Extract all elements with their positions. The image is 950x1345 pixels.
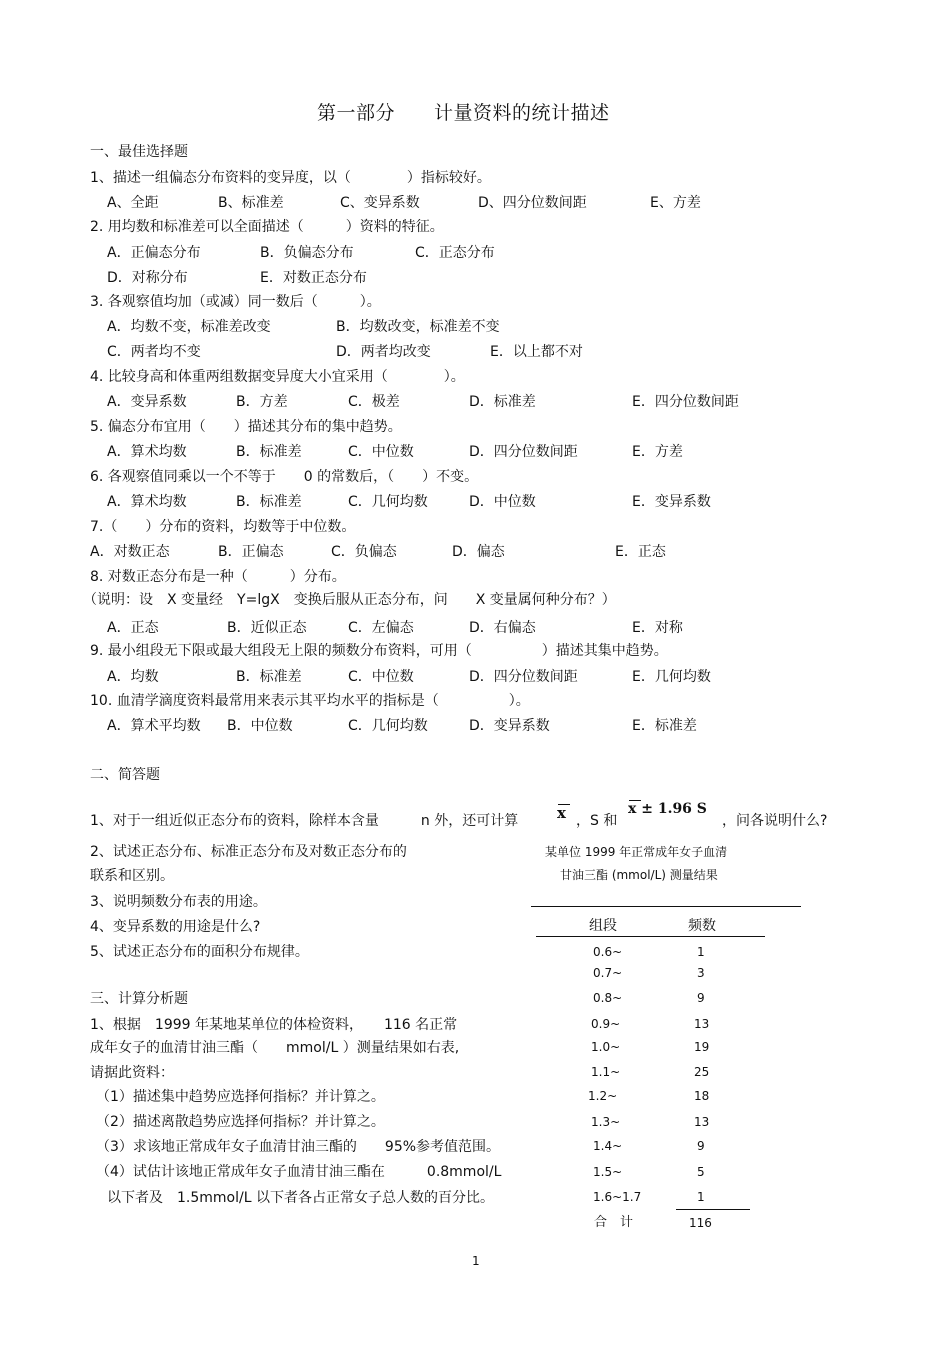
table-row-group: 1.2~ <box>588 1089 618 1103</box>
option: D、四分位数间距 <box>478 195 587 211</box>
table-row-freq: 3 <box>697 966 705 980</box>
table-caption: 某单位 1999 年正常成年女子血清 <box>545 845 728 859</box>
option: D．变异系数 <box>469 718 550 734</box>
calc-line: （3）求该地正常成年女子血清甘油三酯的 95%参考值范围。 <box>96 1139 501 1155</box>
option: B．标准差 <box>236 444 302 460</box>
question-3: 3. 各观察值均加（或减）同一数后（ ）。 <box>90 294 381 310</box>
short-question-3: 3、说明频数分布表的用途。 <box>90 894 267 910</box>
option: E．对称 <box>632 620 683 636</box>
table-row-group: 1.1~ <box>591 1065 621 1079</box>
calc-line: （1）描述集中趋势应选择何指标？并计算之。 <box>96 1089 385 1105</box>
section-heading-choice: 一、最佳选择题 <box>90 144 188 160</box>
table-row-group: 0.7~ <box>593 966 623 980</box>
calc-line: （4）试估计该地正常成年女子血清甘油三酯在 0.8mmol/L <box>96 1164 502 1180</box>
table-header-group: 组段 <box>589 918 617 934</box>
option: B．中位数 <box>227 718 293 734</box>
question-8: 8. 对数正态分布是一种（ ）分布。 <box>90 569 346 585</box>
option: E．方差 <box>632 444 683 460</box>
option: A．对数正态 <box>90 544 170 560</box>
question-7: 7.（ ）分布的资料，均数等于中位数。 <box>90 519 356 535</box>
option: A．均数不变，标准差改变 <box>107 319 271 335</box>
option: A．算术均数 <box>107 494 187 510</box>
option: E、方差 <box>650 195 701 211</box>
question-2: 2. 用均数和标准差可以全面描述（ ）资料的特征。 <box>90 219 444 235</box>
option: B、标准差 <box>218 195 284 211</box>
option: A、全距 <box>107 195 159 211</box>
table-row-freq: 13 <box>694 1115 710 1129</box>
short-question-1-mid: ，S 和 <box>576 813 618 829</box>
table-row-freq: 25 <box>694 1065 710 1079</box>
option: C．几何均数 <box>348 718 428 734</box>
page-number: 1 <box>472 1254 480 1268</box>
table-row-group: 1.0~ <box>591 1040 621 1054</box>
option: E．几何均数 <box>632 669 711 685</box>
section-heading-short-answer: 二、简答题 <box>90 767 160 783</box>
short-question-1: 1、对于一组近似正态分布的资料，除样本含量 n 外，还可计算 <box>90 813 519 829</box>
option: C．几何均数 <box>348 494 428 510</box>
option: D．中位数 <box>469 494 536 510</box>
short-question-5: 5、试述正态分布的面积分布规律。 <box>90 944 309 960</box>
question-10: 10. 血清学滴度资料最常用来表示其平均水平的指标是（ ）。 <box>90 693 530 709</box>
option: D．偏态 <box>452 544 505 560</box>
table-row-group: 0.8~ <box>593 991 623 1005</box>
option: C．极差 <box>348 394 400 410</box>
option: B．标准差 <box>236 669 302 685</box>
option: B．正偏态 <box>218 544 284 560</box>
x-bar-symbol: x <box>557 804 570 821</box>
option: D．对称分布 <box>107 270 188 286</box>
option: B．近似正态 <box>227 620 307 636</box>
short-question-2: 2、试述正态分布、标准正态分布及对数正态分布的 <box>90 844 407 860</box>
table-row-freq: 1 <box>697 1190 705 1204</box>
table-row-group: 1.6~1.7 <box>593 1190 642 1204</box>
question-1: 1、描述一组偏态分布资料的变异度，以（ ）指标较好。 <box>90 170 491 186</box>
option: B．标准差 <box>236 494 302 510</box>
option: E．四分位数间距 <box>632 394 739 410</box>
table-total-value: 116 <box>689 1216 712 1230</box>
table-header-rule <box>536 936 765 937</box>
option: C．中位数 <box>348 444 414 460</box>
calc-line: 成年女子的血清甘油三酯（ mmol/L ）测量结果如右表, <box>90 1040 460 1056</box>
table-total-label: 合 计 <box>594 1215 634 1230</box>
question-6: 6. 各观察值同乘以一个不等于 0 的常数后，（ ）不变。 <box>90 469 479 485</box>
table-row-freq: 9 <box>697 1139 705 1153</box>
option: A．正态 <box>107 620 159 636</box>
option: B．方差 <box>236 394 288 410</box>
question-8-note: （说明：设 X 变量经 Y=lgX 变换后服从正态分布，问 X 变量属何种分布？） <box>83 592 616 608</box>
option: A．均数 <box>107 669 159 685</box>
calc-line: 请据此资料： <box>90 1065 174 1081</box>
table-top-rule <box>531 906 801 907</box>
option: E．变异系数 <box>632 494 711 510</box>
calc-line: （2）描述离散趋势应选择何指标？并计算之。 <box>96 1114 385 1130</box>
option: D．右偏态 <box>469 620 536 636</box>
table-row-freq: 5 <box>697 1165 705 1179</box>
option: C．两者均不变 <box>107 344 201 360</box>
option: B．负偏态分布 <box>260 245 354 261</box>
table-caption: 甘油三酯 (mmol/L) 测量结果 <box>560 868 718 882</box>
option: D．标准差 <box>469 394 536 410</box>
calc-line: 以下者及 1.5mmol/L 以下者各占正常女子总人数的百分比。 <box>107 1190 494 1206</box>
option: D．两者均改变 <box>336 344 431 360</box>
table-row-group: 1.5~ <box>593 1165 623 1179</box>
calc-line: 1、根据 1999 年某地某单位的体检资料， 116 名正常 <box>90 1017 458 1033</box>
option: C．左偏态 <box>348 620 414 636</box>
option: E．以上都不对 <box>490 344 583 360</box>
table-sum-rule <box>676 1209 750 1210</box>
option: A．算术平均数 <box>107 718 201 734</box>
short-question-1-end: ，问各说明什么? <box>722 813 828 829</box>
option: D．四分位数间距 <box>469 444 578 460</box>
option: A．算术均数 <box>107 444 187 460</box>
table-row-freq: 18 <box>694 1089 710 1103</box>
section-heading-calculation: 三、计算分析题 <box>90 991 188 1007</box>
option: B．均数改变，标准差不变 <box>336 319 500 335</box>
table-row-freq: 19 <box>694 1040 710 1054</box>
option: C、变异系数 <box>340 195 420 211</box>
table-row-group: 1.3~ <box>591 1115 621 1129</box>
question-9: 9. 最小组段无下限或最大组段无上限的频数分布资料，可用（ ）描述其集中趋势。 <box>90 643 668 659</box>
option: E．对数正态分布 <box>260 270 367 286</box>
option: E．标准差 <box>632 718 697 734</box>
table-row-group: 0.6~ <box>593 945 623 959</box>
table-row-group: 1.4~ <box>593 1139 623 1153</box>
x-bar-formula: x ± 1.96 S <box>628 801 707 817</box>
option: E．正态 <box>615 544 666 560</box>
table-header-freq: 频数 <box>688 918 716 934</box>
short-question-2-cont: 联系和区别。 <box>90 868 174 884</box>
table-row-freq: 13 <box>694 1017 710 1031</box>
table-row-freq: 1 <box>697 945 705 959</box>
table-row-freq: 9 <box>697 991 705 1005</box>
page-title: 第一部分 计量资料的统计描述 <box>317 102 610 124</box>
option: C．负偏态 <box>331 544 397 560</box>
short-question-4: 4、变异系数的用途是什么? <box>90 919 261 935</box>
question-4: 4. 比较身高和体重两组数据变异度大小宜采用（ ）。 <box>90 369 465 385</box>
table-row-group: 0.9~ <box>591 1017 621 1031</box>
option: A．变异系数 <box>107 394 187 410</box>
question-5: 5. 偏态分布宜用（ ）描述其分布的集中趋势。 <box>90 419 402 435</box>
option: C．中位数 <box>348 669 414 685</box>
option: A．正偏态分布 <box>107 245 201 261</box>
option: C．正态分布 <box>415 245 495 261</box>
option: D．四分位数间距 <box>469 669 578 685</box>
